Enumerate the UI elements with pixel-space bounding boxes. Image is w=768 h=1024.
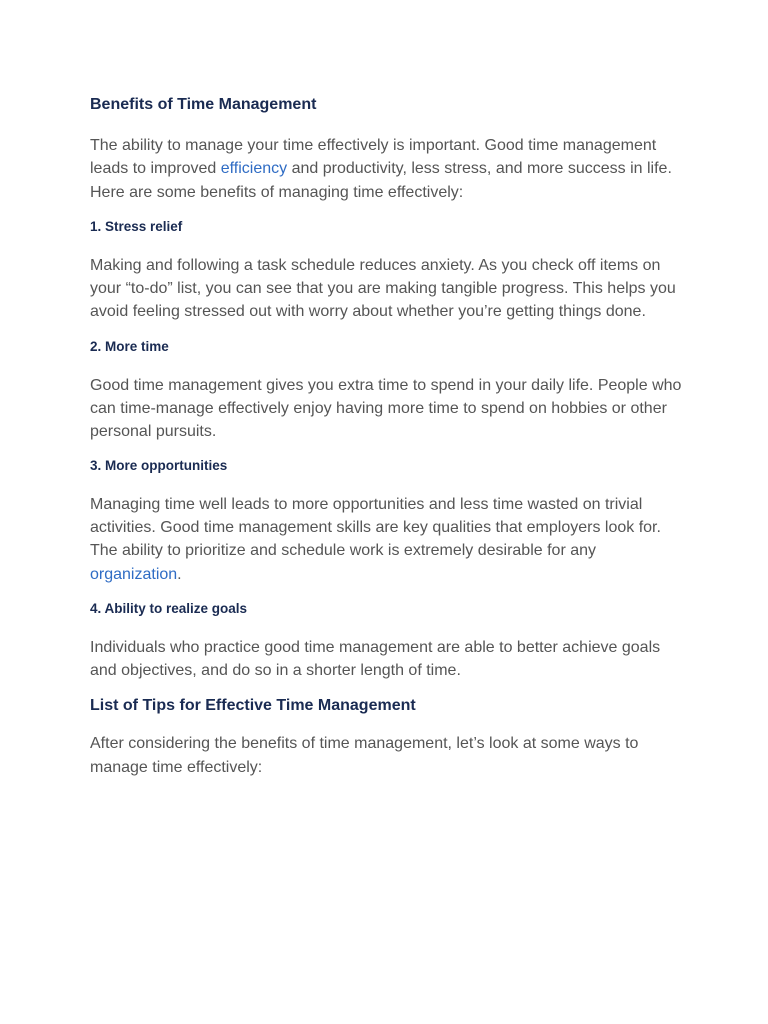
benefit-body-stress-relief: Making and following a task schedule reduces anxiety. As you check off items on your “to-do” list, you can see that you are making tangible progress. This helps you avoid feeling stressed out with worry about whether you’re getting things done. [90, 256, 676, 321]
intro-paragraph [90, 134, 690, 204]
tips-intro-paragraph: After considering the benefits of time management, let’s look at some ways to manage time effectively: [90, 735, 639, 776]
section-title: Benefits of Time Management [90, 96, 317, 113]
efficiency-link[interactable]: efficiency [220, 160, 288, 178]
tips-section-title: List of Tips for Effective Time Management [90, 697, 416, 715]
organization-link[interactable]: organization [90, 565, 178, 583]
benefit-body-more-time: Good time management gives you extra time to spend in your daily life. People who can time-manage effectively enjoy having more time to spend on hobbies or other personal pursuits. [90, 376, 682, 441]
benefit-heading-more-time: 2. More time [90, 338, 169, 354]
benefit-body-realize-goals: Individuals who practice good time management are able to better achieve goals and objectives, and do so in a shorter length of time. [90, 638, 661, 680]
benefit-heading-realize-goals: 4. Ability to realize goals [90, 600, 248, 616]
intro-text-start: The ability to manage your time effectively is important. Good time management leads to improved [90, 137, 657, 178]
benefit-heading-stress-relief: 1. Stress relief [90, 218, 183, 234]
intro-text-end: and productivity, less stress, and more success in life. Here are some benefits of managing time effectively: [90, 160, 672, 201]
benefit-body-more-opportunities [90, 493, 690, 586]
document-page [90, 93, 690, 779]
opportunities-text-start: Managing time well leads to more opportunities and less time wasted on trivial activities. Good time management skills are key qualities that employers look for. The ability to prioritize and schedule work is extremely desirable for any [90, 495, 661, 560]
opportunities-text-end: . [177, 565, 182, 583]
benefit-heading-more-opportunities: 3. More opportunities [90, 457, 228, 473]
